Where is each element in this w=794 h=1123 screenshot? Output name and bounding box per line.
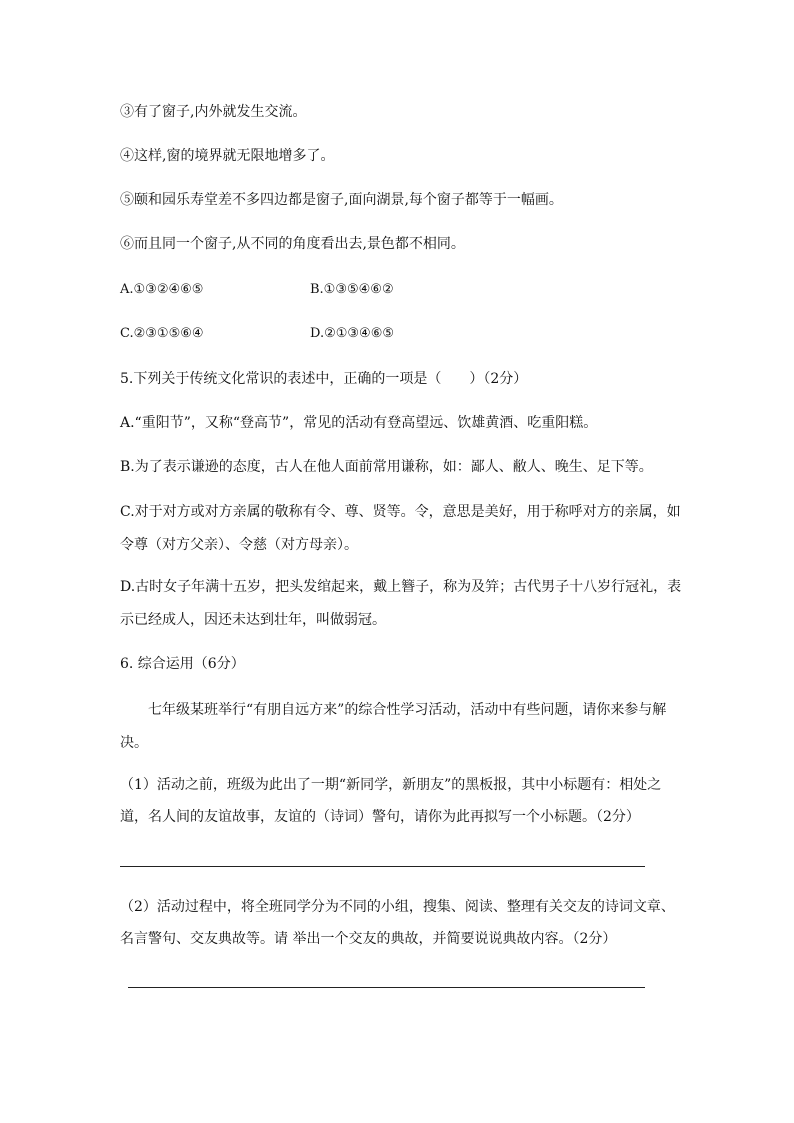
q4-option-c: C.②③①⑤⑥④ [120, 326, 204, 341]
q5-option-b: B.为了表示谦逊的态度，古人在他人面前常用谦称，如：鄙人、敝人、晚生、足下等。 [120, 459, 653, 475]
q5-stem: 5.下列关于传统文化常识的表述中，正确的一项是（ ）（2分） [120, 371, 528, 387]
sentence-4: ④这样,窗的境界就无限地增多了。 [120, 148, 335, 164]
q6-intro-line-2: 决。 [120, 735, 148, 751]
q4-option-d: D.②①③④⑥⑤ [310, 326, 395, 341]
sentence-6: ⑥而且同一个窗子,从不同的角度看出去,景色都不相同。 [120, 236, 465, 252]
q4-options-row-1 [120, 281, 394, 299]
q6-sub2-line-2: 名言警句、交友典故等。请 举出一个交友的典故，并简要说说典故内容。（2分） [120, 931, 617, 947]
sentence-5: ⑤颐和园乐寿堂差不多四边都是窗子,面向湖景,每个窗子都等于一幅画。 [120, 192, 563, 208]
q6-sub2-line-1: （2）活动过程中，将全班同学分为不同的小组，搜集、阅读、整理有关交友的诗词文章、 [120, 899, 675, 915]
q6-sub1-line-2: 道，名人间的友谊故事，友谊的（诗词）警句，请你为此再拟写一个小标题。（2分） [120, 809, 640, 825]
q4-option-b: B.①③⑤④⑥② [310, 282, 394, 297]
q5-option-d-line-2: 示已经成人，因还未达到壮年，叫做弱冠。 [120, 612, 386, 628]
q6-sub1-line-1: （1）活动之前，班级为此出了一期“新同学，新朋友”的黑板报，其中小标题有：相处之 [120, 777, 662, 793]
sentence-3: ③有了窗子,内外就发生交流。 [120, 104, 307, 120]
q6-sub1-answer-line[interactable] [120, 866, 645, 867]
q6-sub2-answer-line[interactable] [128, 987, 645, 988]
q6-intro-line-1: 七年级某班举行“有朋自远方来”的综合性学习活动，活动中有些问题，请你来参与解 [148, 702, 667, 718]
q6-title: 6. 综合运用（6分） [120, 656, 245, 672]
q5-option-c-line-1: C.对于对方或对方亲属的敬称有令、尊、贤等。令，意思是美好，用于称呼对方的亲属，如 [120, 504, 681, 520]
q5-option-c-line-2: 令尊（对方父亲）、令慈（对方母亲）。 [120, 537, 358, 553]
q5-option-d-line-1: D.古时女子年满十五岁，把头发绾起来，戴上簪子，称为及笄；古代男子十八岁行冠礼，表 [120, 579, 682, 595]
q5-option-a: A.“重阳节”，又称“登高节”，常见的活动有登高望远、饮雄黄酒、吃重阳糕。 [120, 415, 598, 431]
q4-option-a: A.①③②④⑥⑤ [120, 282, 204, 297]
q4-options-row-2 [120, 325, 395, 343]
